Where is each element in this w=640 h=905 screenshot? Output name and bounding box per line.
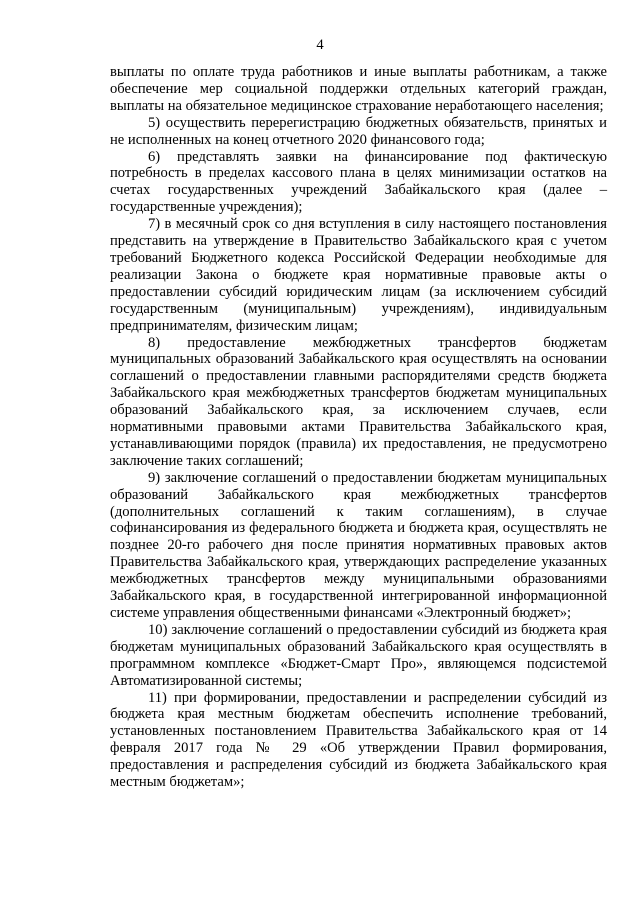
paragraph-item-6: 6) представлять заявки на финансирование под фактическую потребность в пределах кассового плана в целях минимизации остатков на счетах государственных учреждений Забайкальского края (далее – государственные учреждения); <box>110 148 607 216</box>
paragraph-continuation: выплаты по оплате труда работников и иные выплаты работникам, а также обеспечение мер социальной поддержки отдельных категорий граждан, выплаты на обязательное медицинское страхование неработающего населения; <box>110 64 607 114</box>
paragraph-item-7: 7) в месячный срок со дня вступления в силу настоящего постановления представить на утверждение в Правительство Забайкальского края с учетом требований Бюджетного кодекса Российской Федерации необходимые для реализации Закона о бюджете края нормативные правовые акты о предоставлении субсидий юридическим лицам (за исключением субсидий государственным (муниципальным) учреждениям), индивидуальным предпринимателям, физическим лицам; <box>110 216 607 334</box>
paragraph-item-10: 10) заключение соглашений о предоставлении субсидий из бюджета края бюджетам муниципальных образований Забайкальского края осуществлять в программном комплексе «Бюджет-Смарт Про», являющемся подсистемой Автоматизированной системы; <box>110 621 607 689</box>
paragraph-item-8: 8) предоставление межбюджетных трансфертов бюджетам муниципальных образований Забайкальского края осуществлять на основании соглашений о предоставлении главными распорядителями средств бюджета Забайкальского края межбюджетных трансфертов бюджетам муниципальных образований Забайкальского края, за исключением случаев, если нормативными правовыми актами Правительства Забайкальского края, устанавливающими порядок (правила) их предоставления, не предусмотрено заключение таких соглашений; <box>110 334 607 469</box>
document-body <box>110 64 607 791</box>
page-number: 4 <box>316 37 324 53</box>
paragraph-item-11: 11) при формировании, предоставлении и распределении субсидий из бюджета края местным бюджетам обеспечить исполнение требований, установленных постановлением Правительства Забайкальского края от 14 февраля 2017 года № 29 «Об утверждении Правил формирования, предоставления и распределения субсидий из бюджета Забайкальского края местным бюджетам»; <box>110 689 607 791</box>
paragraph-item-9: 9) заключение соглашений о предоставлении бюджетам муниципальных образований Забайкальского края межбюджетных трансфертов (дополнительных соглашений к таким соглашениям), в случае софинансирования из федерального бюджета и бюджета края, осуществлять не позднее 20-го рабочего дня после принятия нормативных правовых актов Правительства Забайкальского края, утверждающих распределение указанных межбюджетных трансфертов между муниципальными образованиями Забайкальского края, в государственной интегрированной информационной системе управления общественными финансами «Электронный бюджет»; <box>110 469 607 621</box>
paragraph-item-5: 5) осуществить перерегистрацию бюджетных обязательств, принятых и не исполненных на конец отчетного 2020 финансового года; <box>110 114 607 148</box>
